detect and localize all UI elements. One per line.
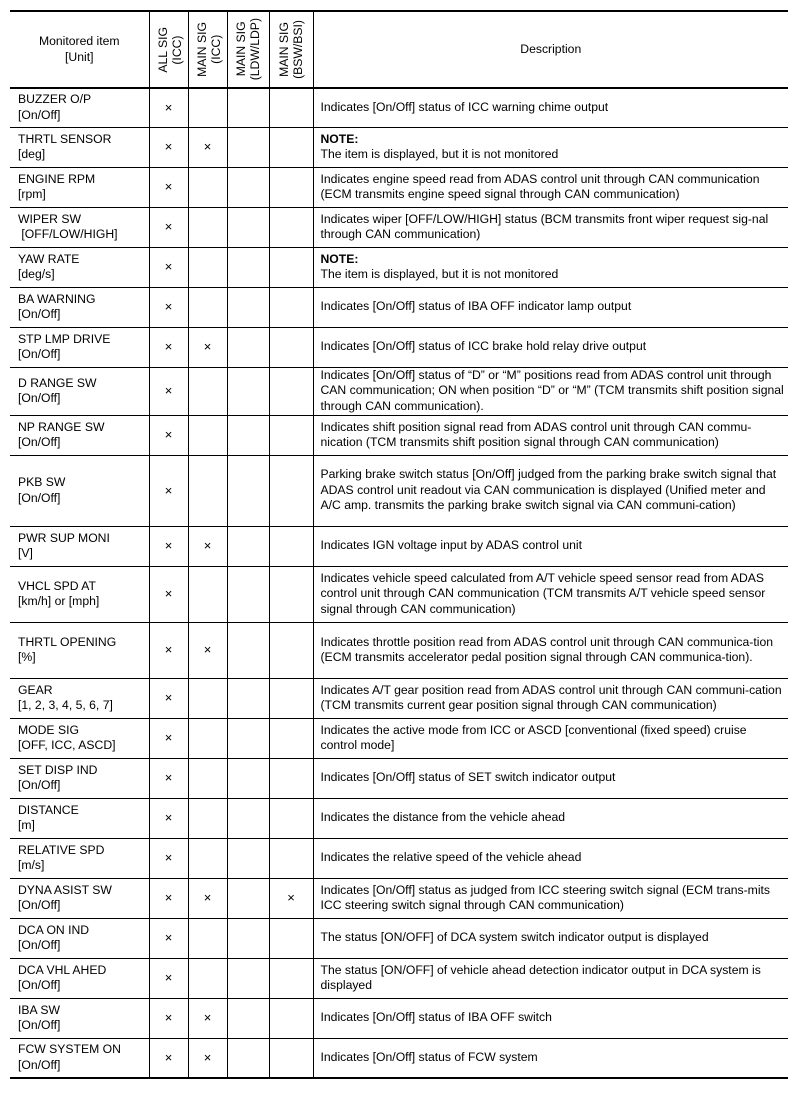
note-title: NOTE: [320, 251, 359, 266]
table-row [10, 88, 788, 127]
description-text: The status [ON/OFF] of vehicle ahead detection indicator output in DCA system is displayed [320, 962, 761, 992]
mark-main-sig-ldw-ldp [227, 287, 269, 327]
mark-main-sig-bsw-bsi [269, 455, 313, 526]
monitored-item-cell: THRTL OPENING [%] [10, 622, 149, 678]
mark-all-sig-icc: × [149, 798, 188, 838]
mark-main-sig-icc [188, 958, 227, 998]
monitored-item-cell: THRTL SENSOR [deg] [10, 127, 149, 167]
mark-main-sig-icc [188, 207, 227, 247]
mark-main-sig-ldw-ldp [227, 918, 269, 958]
table-row [10, 207, 788, 247]
table-row [10, 566, 788, 622]
mark-main-sig-icc: × [188, 526, 227, 566]
mark-main-sig-bsw-bsi [269, 622, 313, 678]
mark-all-sig-icc: × [149, 415, 188, 455]
monitor-item-table [10, 10, 788, 1079]
description-text: Indicates [On/Off] status as judged from ICC steering switch signal (ECM trans-mits ICC steering switch signal through CAN communication) [320, 882, 771, 912]
header-monitored-item: Monitored item [Unit] [10, 11, 149, 88]
mark-main-sig-ldw-ldp [227, 247, 269, 287]
mark-main-sig-icc: × [188, 998, 227, 1038]
description-cell [313, 958, 788, 998]
description-text: Parking brake switch status [On/Off] judged from the parking brake switch signal that ADAS control unit readout via CAN communication is displayed (Unified meter and A/C amp. transmits the parking brake switch signal via CAN communi-cation) [320, 467, 777, 513]
note-title: NOTE: [320, 131, 359, 146]
mark-main-sig-bsw-bsi [269, 415, 313, 455]
mark-all-sig-icc: × [149, 127, 188, 167]
table-row [10, 287, 788, 327]
mark-main-sig-bsw-bsi [269, 1038, 313, 1078]
description-cell [313, 758, 788, 798]
table-row [10, 678, 788, 718]
mark-main-sig-bsw-bsi [269, 287, 313, 327]
table-row [10, 958, 788, 998]
mark-main-sig-ldw-ldp [227, 455, 269, 526]
mark-main-sig-ldw-ldp [227, 526, 269, 566]
monitored-item-cell: DCA ON IND [On/Off] [10, 918, 149, 958]
mark-main-sig-icc: × [188, 127, 227, 167]
description-text: Indicates [On/Off] status of FCW system [320, 1050, 538, 1064]
mark-main-sig-icc [188, 247, 227, 287]
mark-main-sig-ldw-ldp [227, 998, 269, 1038]
mark-main-sig-bsw-bsi [269, 998, 313, 1038]
mark-main-sig-ldw-ldp [227, 622, 269, 678]
description-cell [313, 247, 788, 287]
table-row [10, 622, 788, 678]
monitored-item-cell: WIPER SW [OFF/LOW/HIGH] [10, 207, 149, 247]
table-row [10, 918, 788, 958]
mark-main-sig-ldw-ldp [227, 327, 269, 367]
description-text: Indicates [On/Off] status of “D” or “M” positions read from ADAS control unit through CAN communication; ON when position “D” or “M” (TCM transmits shift position signal through CAN communication). [320, 367, 784, 413]
description-cell [313, 367, 788, 415]
header-description: Description [313, 11, 788, 88]
description-cell [313, 415, 788, 455]
monitored-item-cell: VHCL SPD AT [km/h] or [mph] [10, 566, 149, 622]
mark-main-sig-ldw-ldp [227, 798, 269, 838]
table-row [10, 415, 788, 455]
description-cell [313, 798, 788, 838]
mark-main-sig-bsw-bsi [269, 247, 313, 287]
monitored-item-cell: BA WARNING [On/Off] [10, 287, 149, 327]
monitored-item-cell: ENGINE RPM [rpm] [10, 167, 149, 207]
mark-all-sig-icc: × [149, 878, 188, 918]
table-row [10, 798, 788, 838]
mark-main-sig-icc [188, 415, 227, 455]
table-row [10, 878, 788, 918]
mark-main-sig-icc: × [188, 622, 227, 678]
table-row [10, 167, 788, 207]
mark-main-sig-bsw-bsi [269, 918, 313, 958]
description-cell [313, 918, 788, 958]
description-cell [313, 287, 788, 327]
description-text: Indicates shift position signal read from ADAS control unit through CAN commu-nication (TCM transmits shift position signal through CAN communication) [320, 419, 752, 449]
table-header-row [10, 11, 788, 88]
mark-main-sig-icc [188, 88, 227, 127]
mark-all-sig-icc: × [149, 718, 188, 758]
description-text: Indicates engine speed read from ADAS control unit through CAN communication (ECM transmits engine speed signal through CAN communication) [320, 171, 760, 201]
header-main-sig-icc: MAIN SIG (ICC) [188, 11, 227, 88]
table-row [10, 758, 788, 798]
mark-main-sig-ldw-ldp [227, 718, 269, 758]
monitored-item-cell: SET DISP IND [On/Off] [10, 758, 149, 798]
table-row [10, 367, 788, 415]
description-cell [313, 622, 788, 678]
description-text: Indicates throttle position read from ADAS control unit through CAN communica-tion (ECM transmits accelerator pedal position signal through CAN communica-tion). [320, 634, 774, 664]
table-row [10, 127, 788, 167]
description-cell [313, 455, 788, 526]
mark-all-sig-icc: × [149, 838, 188, 878]
description-text: Indicates [On/Off] status of IBA OFF indicator lamp output [320, 299, 632, 314]
mark-main-sig-icc [188, 367, 227, 415]
mark-main-sig-bsw-bsi [269, 207, 313, 247]
mark-main-sig-bsw-bsi [269, 327, 313, 367]
mark-main-sig-bsw-bsi [269, 678, 313, 718]
mark-main-sig-ldw-ldp [227, 758, 269, 798]
mark-main-sig-ldw-ldp [227, 367, 269, 415]
description-cell [313, 998, 788, 1038]
description-cell [313, 838, 788, 878]
mark-main-sig-ldw-ldp [227, 566, 269, 622]
mark-main-sig-icc [188, 758, 227, 798]
mark-all-sig-icc: × [149, 566, 188, 622]
mark-all-sig-icc: × [149, 167, 188, 207]
mark-all-sig-icc: × [149, 998, 188, 1038]
description-text: Indicates [On/Off] status of ICC warning chime output [320, 100, 609, 114]
mark-all-sig-icc: × [149, 758, 188, 798]
description-cell [313, 207, 788, 247]
table-row [10, 526, 788, 566]
monitored-item-cell: PWR SUP MONI [V] [10, 526, 149, 566]
header-main-sig-ldw-ldp: MAIN SIG (LDW/LDP) [227, 11, 269, 88]
mark-main-sig-bsw-bsi [269, 958, 313, 998]
description-text: Indicates the distance from the vehicle ahead [320, 810, 566, 825]
mark-all-sig-icc: × [149, 207, 188, 247]
mark-all-sig-icc: × [149, 918, 188, 958]
description-cell [313, 1038, 788, 1078]
mark-main-sig-ldw-ldp [227, 415, 269, 455]
mark-main-sig-icc: × [188, 327, 227, 367]
mark-main-sig-icc: × [188, 878, 227, 918]
description-cell [313, 526, 788, 566]
description-text: Indicates the active mode from ICC or ASCD [conventional (fixed speed) cruise control mode] [320, 722, 747, 752]
mark-main-sig-bsw-bsi [269, 566, 313, 622]
mark-main-sig-icc [188, 918, 227, 958]
header-main-sig-bsw-bsi: MAIN SIG (BSW/BSI) [269, 11, 313, 88]
mark-main-sig-icc [188, 798, 227, 838]
mark-main-sig-bsw-bsi [269, 367, 313, 415]
mark-all-sig-icc: × [149, 327, 188, 367]
mark-main-sig-icc [188, 718, 227, 758]
description-text: Indicates IGN voltage input by ADAS control unit [320, 538, 582, 553]
description-cell [313, 327, 788, 367]
mark-main-sig-icc [188, 838, 227, 878]
monitored-item-cell: DCA VHL AHED [On/Off] [10, 958, 149, 998]
mark-main-sig-bsw-bsi [269, 167, 313, 207]
mark-main-sig-ldw-ldp [227, 678, 269, 718]
table-row [10, 1038, 788, 1078]
description-text: Indicates [On/Off] status of IBA OFF switch [320, 1010, 552, 1025]
mark-main-sig-bsw-bsi [269, 718, 313, 758]
mark-all-sig-icc: × [149, 455, 188, 526]
monitored-item-cell: YAW RATE [deg/s] [10, 247, 149, 287]
mark-all-sig-icc: × [149, 247, 188, 287]
mark-main-sig-ldw-ldp [227, 838, 269, 878]
mark-main-sig-icc [188, 287, 227, 327]
mark-all-sig-icc: × [149, 678, 188, 718]
monitored-item-cell: IBA SW [On/Off] [10, 998, 149, 1038]
table-row [10, 327, 788, 367]
header-all-sig-icc: ALL SIG (ICC) [149, 11, 188, 88]
mark-all-sig-icc: × [149, 526, 188, 566]
monitored-item-cell: STP LMP DRIVE [On/Off] [10, 327, 149, 367]
mark-all-sig-icc: × [149, 367, 188, 415]
mark-main-sig-bsw-bsi [269, 127, 313, 167]
mark-main-sig-ldw-ldp [227, 207, 269, 247]
description-text: Indicates wiper [OFF/LOW/HIGH] status (BCM transmits front wiper request sig-nal through CAN communication) [320, 211, 769, 241]
description-cell [313, 167, 788, 207]
mark-main-sig-ldw-ldp [227, 167, 269, 207]
description-text: Indicates vehicle speed calculated from A/T vehicle speed sensor read from ADAS control unit through CAN communication (TCM transmits A/T vehicle speed sensor signal through CAN communication) [320, 570, 766, 616]
monitored-item-cell: GEAR [1, 2, 3, 4, 5, 6, 7] [10, 678, 149, 718]
mark-all-sig-icc: × [149, 958, 188, 998]
mark-main-sig-bsw-bsi [269, 838, 313, 878]
mark-main-sig-icc: × [188, 1038, 227, 1078]
description-cell [313, 678, 788, 718]
mark-main-sig-ldw-ldp [227, 1038, 269, 1078]
monitored-item-cell: D RANGE SW [On/Off] [10, 367, 149, 415]
mark-main-sig-icc [188, 455, 227, 526]
description-cell [313, 566, 788, 622]
monitored-item-cell: BUZZER O/P [On/Off] [10, 88, 149, 127]
description-cell [313, 88, 788, 127]
mark-all-sig-icc: × [149, 1038, 188, 1078]
mark-main-sig-ldw-ldp [227, 958, 269, 998]
monitored-item-cell: RELATIVE SPD [m/s] [10, 838, 149, 878]
monitored-item-cell: DISTANCE [m] [10, 798, 149, 838]
table-row [10, 455, 788, 526]
mark-main-sig-bsw-bsi [269, 798, 313, 838]
description-text: The item is displayed, but it is not monitored [320, 267, 559, 281]
monitored-item-cell: MODE SIG [OFF, ICC, ASCD] [10, 718, 149, 758]
mark-main-sig-ldw-ldp [227, 878, 269, 918]
mark-main-sig-icc [188, 678, 227, 718]
description-text: The item is displayed, but it is not monitored [320, 147, 559, 161]
mark-main-sig-icc [188, 167, 227, 207]
mark-main-sig-bsw-bsi [269, 526, 313, 566]
table-row [10, 998, 788, 1038]
table-row [10, 718, 788, 758]
mark-main-sig-ldw-ldp [227, 127, 269, 167]
table-row [10, 838, 788, 878]
mark-all-sig-icc: × [149, 622, 188, 678]
table-row [10, 247, 788, 287]
monitored-item-cell: PKB SW [On/Off] [10, 455, 149, 526]
mark-all-sig-icc: × [149, 88, 188, 127]
description-text: Indicates [On/Off] status of ICC brake hold relay drive output [320, 339, 647, 354]
description-text: Indicates [On/Off] status of SET switch indicator output [320, 770, 616, 785]
description-cell [313, 127, 788, 167]
description-cell [313, 718, 788, 758]
mark-main-sig-bsw-bsi [269, 88, 313, 127]
mark-main-sig-bsw-bsi [269, 758, 313, 798]
mark-all-sig-icc: × [149, 287, 188, 327]
monitored-item-cell: NP RANGE SW [On/Off] [10, 415, 149, 455]
description-cell [313, 878, 788, 918]
monitored-item-cell: FCW SYSTEM ON [On/Off] [10, 1038, 149, 1078]
mark-main-sig-bsw-bsi: × [269, 878, 313, 918]
description-text: Indicates A/T gear position read from ADAS control unit through CAN communi-cation (TCM transmits current gear position signal through CAN communication) [320, 682, 782, 712]
mark-main-sig-ldw-ldp [227, 88, 269, 127]
monitored-item-cell: DYNA ASIST SW [On/Off] [10, 878, 149, 918]
description-text: Indicates the relative speed of the vehicle ahead [320, 850, 582, 865]
description-text: The status [ON/OFF] of DCA system switch indicator output is displayed [320, 930, 709, 945]
mark-main-sig-icc [188, 566, 227, 622]
